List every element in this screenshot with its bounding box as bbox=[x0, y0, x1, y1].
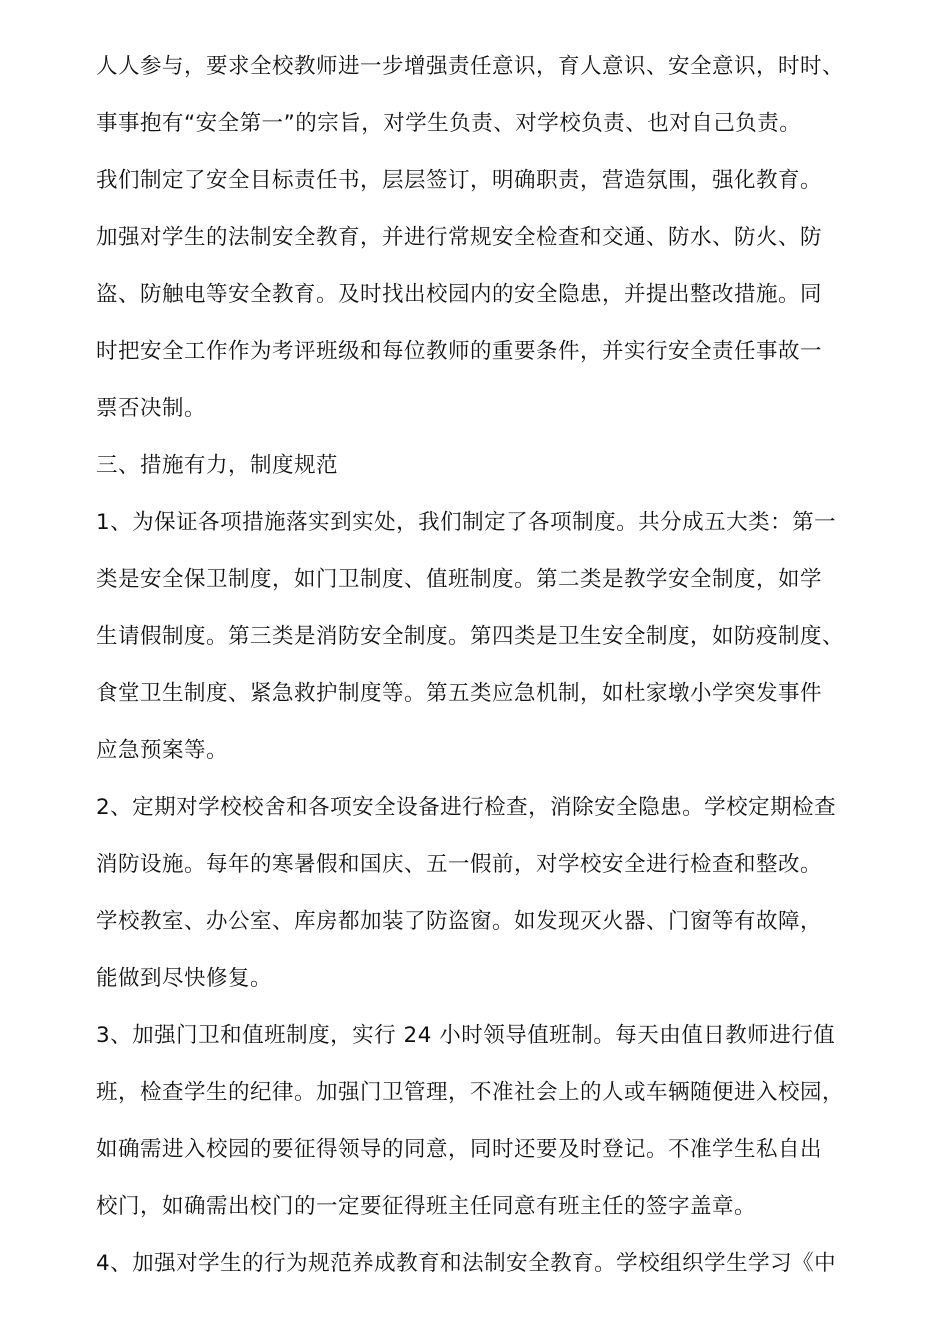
text-line: 加强对学生的法制安全教育，并进行常规安全检查和交通、防水、防火、防 bbox=[96, 225, 823, 250]
text-line: 类是安全保卫制度，如门卫制度、值班制度。第二类是教学安全制度，如学 bbox=[96, 567, 823, 592]
text-line: 食堂卫生制度、紧急救护制度等。第五类应急机制，如杜家墩小学突发事件 bbox=[96, 681, 823, 706]
text-line: 1、为保证各项措施落实到实处，我们制定了各项制度。共分成五大类：第一 bbox=[96, 510, 837, 535]
text-line: 4、加强对学生的行为规范养成教育和法制安全教育。学校组织学生学习《中 bbox=[96, 1251, 837, 1276]
text-line: 人人参与，要求全校教师进一步增强责任意识，育人意识、安全意识，时时、 bbox=[96, 54, 845, 79]
text-line: 生请假制度。第三类是消防安全制度。第四类是卫生安全制度，如防疫制度、 bbox=[96, 624, 845, 649]
section-heading: 三、措施有力，制度规范 bbox=[96, 453, 339, 478]
text-line: 事事抱有“安全第一”的宗旨，对学生负责、对学校负责、也对自己负责。 bbox=[96, 111, 802, 136]
text-line: 能做到尽快修复。 bbox=[96, 966, 273, 991]
text-line: 如确需进入校园的要征得领导的同意，同时还要及时登记。不准学生私自出 bbox=[96, 1137, 823, 1162]
text-line: 3、加强门卫和值班制度，实行 24 小时领导值班制。每天由值日教师进行值 bbox=[96, 1023, 836, 1048]
text-line: 我们制定了安全目标责任书，层层签订，明确职责，营造氛围，强化教育。 bbox=[96, 168, 823, 193]
text-line: 2、定期对学校校舍和各项安全设备进行检查，消除安全隐患。学校定期检查 bbox=[96, 795, 837, 820]
text-line: 班，检查学生的纪律。加强门卫管理，不准社会上的人或车辆随便进入校园， bbox=[96, 1080, 845, 1105]
text-line: 校门，如确需出校门的一定要征得班主任同意有班主任的签字盖章。 bbox=[96, 1194, 757, 1219]
text-line: 票否决制。 bbox=[96, 396, 207, 421]
text-line: 盗、防触电等安全教育。及时找出校园内的安全隐患，并提出整改措施。同 bbox=[96, 282, 823, 307]
text-line: 时把安全工作作为考评班级和每位教师的重要条件，并实行安全责任事故一 bbox=[96, 339, 823, 364]
text-line: 学校教室、办公室、库房都加装了防盗窗。如发现灭火器、门窗等有故障， bbox=[96, 909, 823, 934]
text-line: 消防设施。每年的寒暑假和国庆、五一假前，对学校安全进行检查和整改。 bbox=[96, 852, 823, 877]
text-line: 应急预案等。 bbox=[96, 738, 229, 763]
